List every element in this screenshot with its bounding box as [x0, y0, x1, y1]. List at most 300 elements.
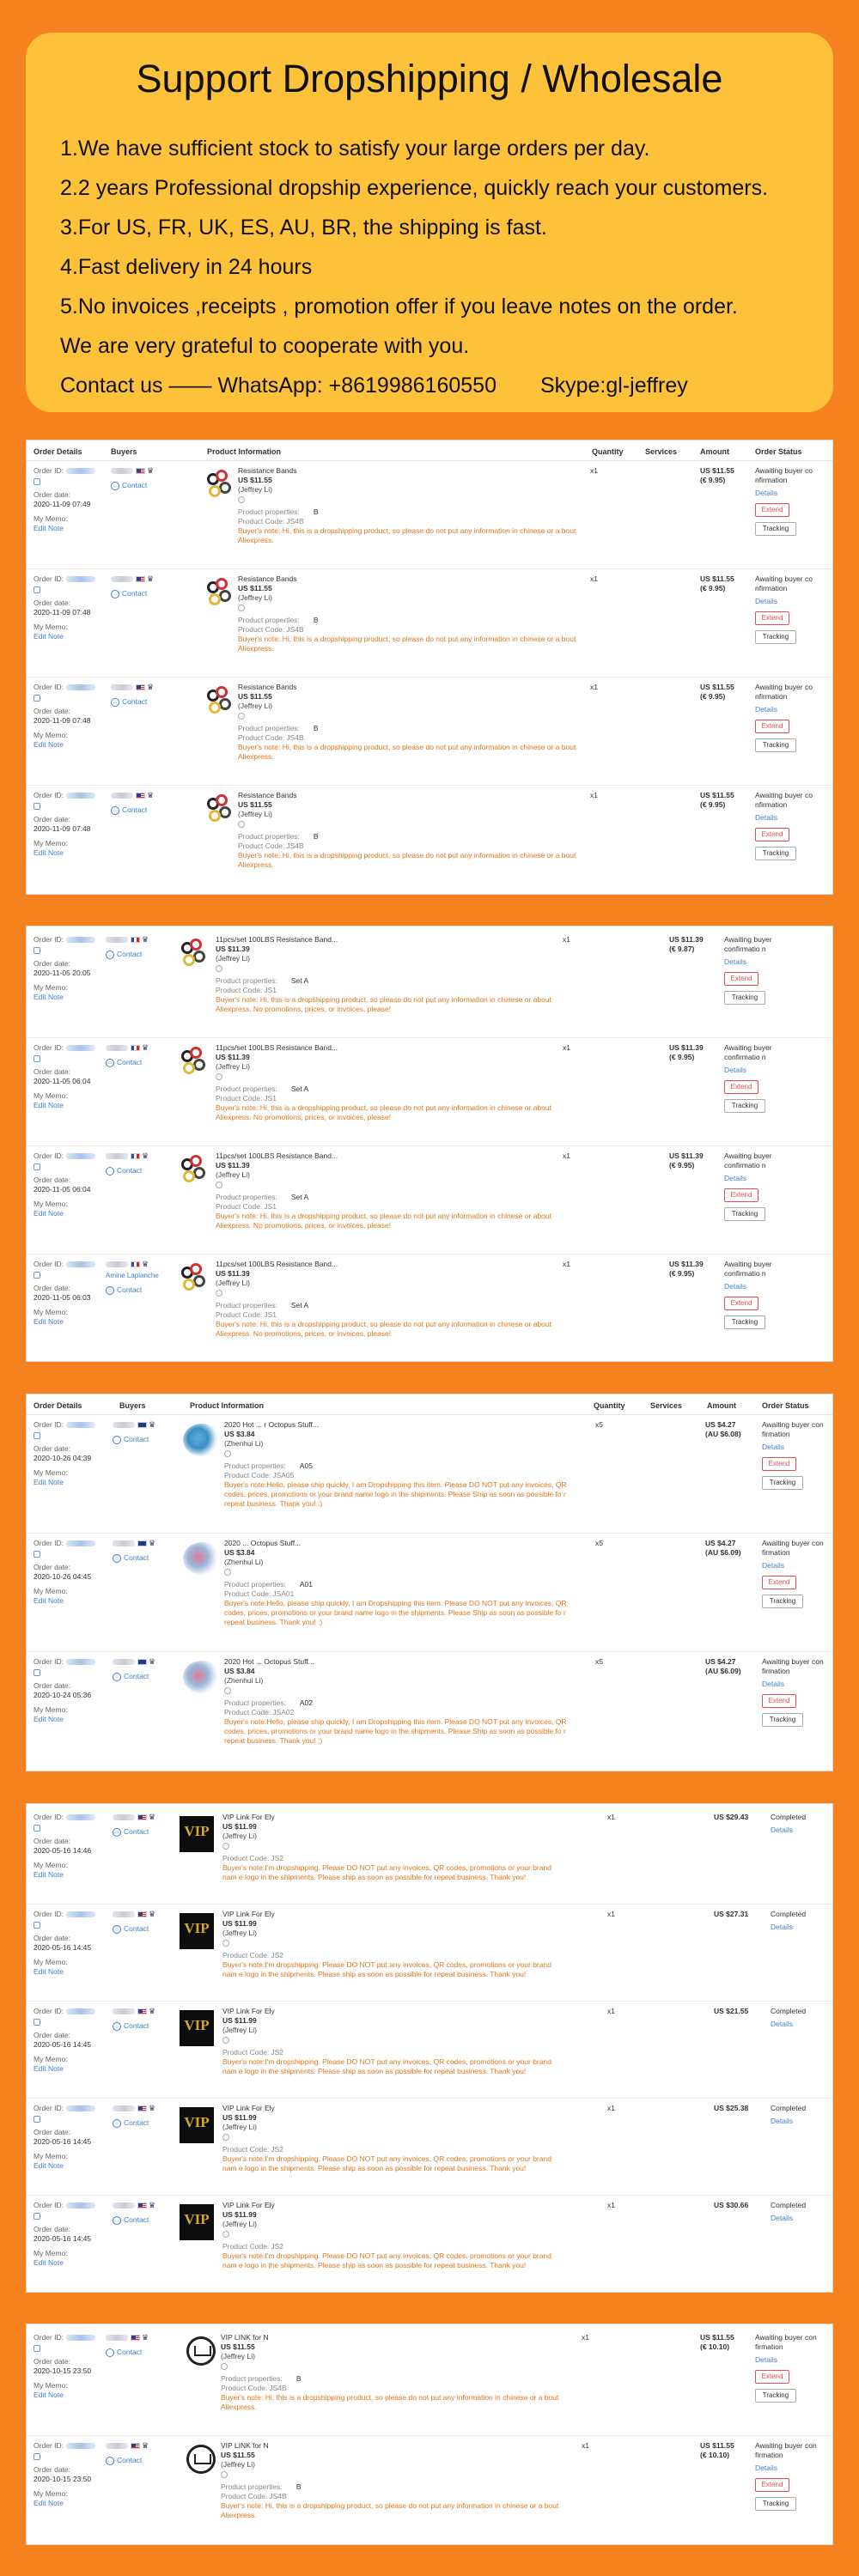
select-checkbox[interactable] — [34, 2116, 40, 2123]
edit-note-link[interactable]: Edit Note — [34, 2258, 64, 2267]
order-id-value[interactable] — [66, 1911, 95, 1917]
product-thumbnail[interactable] — [207, 686, 241, 720]
brand-logo-image — [186, 2445, 216, 2474]
tracking-button[interactable]: Tracking — [755, 630, 796, 644]
extend-button[interactable]: Extend — [755, 2478, 789, 2492]
tracking-button[interactable]: Tracking — [762, 1713, 803, 1727]
product-code — [222, 2145, 566, 2154]
buyer-note: Buyer's note:I'm dropshipping. Please DO NOT put any invoices, QR codes, promotions or your brand nam e logo in the shipments. Please ship as soon as possible for repeat business. Thank you! — [222, 2057, 551, 2075]
memo-label: My Memo: — [34, 1200, 68, 1208]
status-cell — [755, 2333, 824, 2403]
banner-title: Support Dropshipping / Wholesale — [136, 57, 723, 100]
buyer-note: Buyer's note:I'm dropshipping. Please DO NOT put any invoices, QR codes, promotions or your brand nam e logo in the shipments. Please ship as soon as possible for repeat business. Thank you! — [222, 2154, 551, 2172]
select-checkbox[interactable] — [34, 947, 40, 954]
country-flag-icon — [131, 1153, 140, 1159]
details-link[interactable]: Details — [762, 1443, 784, 1451]
resistance-band-image — [181, 939, 210, 968]
product-price: US $3.84 — [224, 1667, 255, 1675]
product-price: US $11.39 — [216, 1053, 250, 1061]
order-id-line — [34, 683, 102, 692]
details-link[interactable]: Details — [771, 1923, 793, 1931]
whatsapp-contact: Contact us —— WhatsApp: +8619986160550 — [60, 374, 497, 398]
order-row — [27, 569, 832, 677]
order-id-value[interactable] — [66, 937, 95, 943]
chat-icon: … — [114, 1674, 119, 1680]
product-thumbnail[interactable] — [183, 1424, 217, 1458]
contact-link[interactable] — [113, 1827, 190, 1837]
details-link[interactable]: Details — [755, 813, 777, 822]
product-info-cell — [222, 1910, 566, 1979]
product-name-link[interactable]: VIP Link For Ely — [222, 2007, 275, 2015]
crown-icon: ♛ — [147, 466, 155, 476]
contact-link[interactable] — [113, 1553, 190, 1563]
product-name-link[interactable]: 11pcs/set 100LBS Resistance Band... — [216, 1151, 338, 1160]
order-details-cell — [34, 1260, 102, 1327]
chat-icon: … — [114, 1556, 119, 1561]
order-id-value[interactable] — [66, 1153, 95, 1159]
order-details-cell — [34, 1151, 102, 1218]
details-link[interactable]: Details — [771, 1826, 793, 1834]
header-amount: Amount — [700, 447, 729, 456]
product-thumbnail[interactable] — [181, 1155, 216, 1189]
edit-note-link[interactable]: Edit Note — [34, 1715, 64, 1723]
order-id-label: Order ID: — [34, 791, 64, 799]
order-id-line — [34, 1813, 102, 1822]
order-date: 2020-05-16 14:45 — [34, 2040, 92, 2049]
order-id-value[interactable] — [66, 1045, 95, 1051]
buyer-cell — [106, 1151, 183, 1176]
select-checkbox[interactable] — [34, 2019, 40, 2026]
product-price: US $11.99 — [222, 2113, 257, 2122]
order-id-value[interactable] — [66, 2443, 95, 2449]
product-thumbnail[interactable] — [180, 2107, 214, 2142]
select-checkbox[interactable] — [34, 1922, 40, 1929]
edit-note-link[interactable]: Edit Note — [34, 848, 64, 857]
order-date-label: Order date: — [34, 2225, 70, 2233]
edit-note-link[interactable]: Edit Note — [34, 1478, 64, 1486]
edit-note-link[interactable]: Edit Note — [34, 1967, 64, 1976]
order-date-label: Order date: — [34, 1837, 70, 1845]
product-name-link[interactable]: 11pcs/set 100LBS Resistance Band... — [216, 1043, 338, 1052]
select-checkbox[interactable] — [34, 803, 40, 810]
extend-button[interactable]: Extend — [755, 503, 789, 517]
product-name-link[interactable]: 11pcs/set 100LBS Resistance Band... — [216, 1260, 338, 1268]
product-name-link[interactable]: 2020 ... Octopus Stuff... — [224, 1539, 302, 1547]
tracking-button[interactable]: Tracking — [755, 847, 796, 860]
resistance-band-image — [207, 470, 236, 499]
product-name-link[interactable]: VIP LINK for N — [221, 2333, 269, 2342]
tracking-button[interactable]: Tracking — [755, 522, 796, 536]
order-row — [27, 2436, 832, 2544]
product-thumbnail[interactable] — [207, 470, 241, 504]
product-thumbnail[interactable] — [183, 1661, 217, 1695]
contact-link[interactable] — [111, 805, 188, 815]
product-price: US $11.55 — [238, 800, 272, 809]
order-id-value[interactable] — [66, 1659, 95, 1665]
product-info-cell — [224, 1539, 568, 1627]
product-code-label: Product Code: — [222, 2145, 270, 2154]
product-code-label: Product Code: — [222, 1951, 270, 1959]
details-link[interactable]: Details — [724, 957, 746, 966]
tracking-button[interactable]: Tracking — [724, 1207, 765, 1221]
select-checkbox[interactable] — [34, 1055, 40, 1062]
details-link[interactable]: Details — [762, 1680, 784, 1688]
contact-label: Contact — [124, 1435, 149, 1444]
product-thumbnail[interactable] — [180, 1816, 214, 1850]
edit-note-link[interactable]: Edit Note — [34, 2499, 64, 2507]
chat-icon: … — [107, 2350, 113, 2355]
select-checkbox[interactable] — [34, 1669, 40, 1676]
extend-button[interactable]: Extend — [762, 1694, 796, 1708]
buyer-name-blurred — [111, 684, 133, 690]
tracking-button[interactable]: Tracking — [762, 1595, 803, 1608]
memo-label: My Memo: — [34, 839, 68, 848]
buyer-note: Buyer's note: Hi, this is a dropshipping product, so please do not put any information in chinese or a bout Aliexpress. — [238, 526, 576, 544]
select-checkbox[interactable] — [34, 1272, 40, 1279]
quantity: x1 — [563, 1151, 570, 1160]
contact-label: Contact — [124, 1672, 149, 1681]
edit-note-link[interactable]: Edit Note — [34, 993, 64, 1001]
product-name-link[interactable]: VIP Link For Ely — [222, 1813, 275, 1821]
amount-cell — [700, 466, 752, 485]
product-thumbnail[interactable] — [186, 2336, 221, 2371]
quantity: x1 — [590, 574, 598, 583]
order-date-label: Order date: — [34, 707, 70, 715]
buyer-cell — [113, 2104, 190, 2128]
country-flag-icon — [136, 684, 145, 690]
order-id-line — [34, 1151, 102, 1161]
buyer-name-blurred — [106, 937, 128, 943]
details-link[interactable]: Details — [724, 1174, 746, 1182]
seller-name: (Jeffrey Li) — [238, 485, 272, 494]
contact-link[interactable] — [106, 2348, 183, 2357]
details-link[interactable]: Details — [724, 1066, 746, 1074]
product-name-link[interactable]: 11pcs/set 100LBS Resistance Band... — [216, 935, 338, 944]
buyer-cell — [106, 1260, 183, 1295]
order-row — [27, 1038, 832, 1146]
edit-note-link[interactable]: Edit Note — [34, 1209, 64, 1218]
product-name-link[interactable]: Resistance Bands — [238, 683, 297, 691]
details-link[interactable]: Details — [755, 489, 777, 497]
amount-usd: US $11.39 — [669, 1260, 704, 1268]
edit-note-link[interactable]: Edit Note — [34, 1101, 64, 1109]
properties-value: B — [313, 724, 319, 732]
status-cell — [771, 2007, 839, 2029]
order-id-value[interactable] — [66, 684, 95, 690]
amount-local: (AU $6.09) — [705, 1667, 741, 1675]
product-thumbnail[interactable] — [180, 1913, 214, 1947]
contact-link[interactable] — [106, 950, 183, 959]
extend-button[interactable]: Extend — [755, 611, 789, 625]
contact-link[interactable] — [113, 2118, 190, 2128]
contact-link[interactable] — [106, 1285, 183, 1295]
header-order-status: Order Status — [755, 447, 802, 456]
smiley-icon — [224, 1687, 231, 1694]
order-date-label: Order date: — [34, 1284, 70, 1292]
extend-button[interactable]: Extend — [755, 2370, 789, 2384]
order-id-value[interactable] — [66, 576, 95, 582]
product-code-value: JS1 — [264, 1310, 277, 1319]
product-thumbnail[interactable] — [183, 1542, 217, 1577]
order-id-value[interactable] — [66, 2008, 95, 2014]
order-status: Completed — [771, 1910, 807, 1918]
product-price: US $11.99 — [222, 2210, 257, 2219]
details-link[interactable]: Details — [771, 2020, 793, 2028]
order-details-cell — [34, 1910, 102, 1977]
order-date-label: Order date: — [34, 959, 70, 968]
details-link[interactable]: Details — [755, 597, 777, 605]
table-header — [27, 1394, 832, 1415]
buyer-cell — [113, 1910, 190, 1934]
quantity: x1 — [563, 1043, 570, 1052]
contact-link[interactable] — [113, 2021, 190, 2031]
country-flag-icon — [137, 2008, 147, 2014]
amount-usd: US $11.39 — [669, 1043, 704, 1052]
order-id-value[interactable] — [66, 1814, 95, 1820]
resistance-band-image — [181, 1263, 210, 1292]
contact-link[interactable] — [106, 1166, 183, 1176]
select-checkbox[interactable] — [34, 2453, 40, 2460]
crown-icon: ♛ — [149, 2007, 156, 2016]
amount-usd: US $11.55 — [700, 574, 734, 583]
order-row — [27, 2328, 832, 2436]
product-code-label: Product Code: — [216, 1202, 263, 1211]
orders-panel — [26, 1394, 833, 1771]
status-cell — [755, 466, 824, 536]
contact-link[interactable] — [113, 2215, 190, 2225]
extend-button[interactable]: Extend — [724, 1080, 758, 1094]
details-link[interactable]: Details — [755, 2355, 777, 2364]
seller-name: (Zhenhui Li) — [224, 1439, 264, 1448]
quantity: x5 — [595, 1539, 603, 1547]
select-checkbox[interactable] — [34, 586, 40, 593]
product-price: US $11.55 — [238, 476, 272, 484]
extend-button[interactable]: Extend — [724, 972, 758, 986]
product-code-label: Product Code: — [238, 841, 285, 850]
status-cell — [762, 1420, 831, 1490]
country-flag-icon — [131, 1045, 140, 1051]
select-checkbox[interactable] — [34, 1551, 40, 1558]
buyer-note: Buyer's note:I'm dropshipping. Please DO NOT put any invoices, QR codes, promotions or your brand nam e logo in the shipments. Please ship as soon as possible for repeat business. Thank you! — [222, 1863, 551, 1881]
details-link[interactable]: Details — [755, 2464, 777, 2472]
seller-name: (Jeffrey Li) — [216, 1170, 250, 1179]
product-price: US $11.39 — [216, 945, 250, 953]
details-link[interactable]: Details — [762, 1561, 784, 1570]
memo-label: My Memo: — [34, 623, 68, 631]
extend-button[interactable]: Extend — [762, 1576, 796, 1589]
contact-link[interactable] — [111, 589, 188, 598]
order-id-value[interactable] — [66, 468, 95, 474]
order-id-value[interactable] — [66, 793, 95, 799]
tracking-button[interactable]: Tracking — [724, 991, 765, 1005]
product-thumbnail[interactable] — [186, 2445, 221, 2479]
properties-label: Product properties: — [224, 1698, 286, 1707]
edit-note-link[interactable]: Edit Note — [34, 1870, 64, 1879]
edit-note-link[interactable]: Edit Note — [34, 1317, 64, 1326]
chat-icon: … — [107, 1060, 113, 1066]
edit-note-link[interactable]: Edit Note — [34, 2161, 64, 2170]
amount-usd: US $30.66 — [714, 2201, 749, 2209]
extend-button[interactable]: Extend — [762, 1457, 796, 1471]
amount-cell — [700, 2333, 752, 2352]
product-thumbnail[interactable] — [181, 939, 216, 973]
product-name-link[interactable]: Resistance Bands — [238, 791, 297, 799]
edit-note-link[interactable]: Edit Note — [34, 2391, 64, 2399]
details-link[interactable]: Details — [724, 1282, 746, 1291]
edit-note-link[interactable]: Edit Note — [34, 1596, 64, 1605]
product-thumbnail[interactable] — [207, 578, 241, 612]
crown-icon: ♛ — [142, 935, 149, 945]
buyer-line — [113, 1420, 190, 1430]
country-flag-icon — [137, 2202, 147, 2208]
details-link[interactable]: Details — [771, 2117, 793, 2125]
properties-value: A01 — [299, 1580, 313, 1589]
order-date: 2020-11-05 20:05 — [34, 969, 91, 977]
edit-note-link[interactable]: Edit Note — [34, 2064, 64, 2073]
properties-value: Set A — [290, 976, 309, 985]
tracking-button[interactable]: Tracking — [755, 2497, 796, 2511]
select-checkbox[interactable] — [34, 2213, 40, 2220]
order-id-value[interactable] — [66, 1422, 95, 1428]
header-buyers: Buyers — [119, 1401, 146, 1410]
product-code-value: JS1 — [264, 986, 277, 994]
product-name-link[interactable]: VIP Link For Ely — [222, 1910, 275, 1918]
buyer-note: Buyer's note: Hi, this is a dropshipping product, so please do not put any information in chinese or about Aliexpress. No promotions, prices, or invoices, please! — [216, 1103, 551, 1121]
order-date-label: Order date: — [34, 1176, 70, 1184]
contact-link[interactable] — [113, 1435, 190, 1444]
extend-button[interactable]: Extend — [755, 828, 789, 841]
contact-link[interactable] — [111, 481, 188, 490]
table-header — [27, 440, 832, 461]
buyer-name[interactable]: Amine Laplanche — [106, 1272, 159, 1280]
country-flag-icon — [137, 1659, 147, 1665]
order-id-line — [34, 1657, 102, 1667]
product-thumbnail[interactable] — [180, 2010, 214, 2044]
order-row — [27, 2196, 832, 2293]
product-code-value: JSA02 — [272, 1708, 295, 1716]
buyer-line — [106, 1151, 183, 1161]
quantity: x1 — [563, 1260, 570, 1268]
buyer-line — [111, 574, 188, 584]
amount-cell — [700, 683, 752, 702]
buyer-note: Buyer's note: Hi, this is a dropshipping product, so please do not put any information in chinese or about Aliexpress. No promotions, prices, or invoices, please! — [216, 995, 551, 1013]
product-code-label: Product Code: — [222, 1854, 270, 1862]
order-status: Completed — [771, 2201, 807, 2209]
extend-button[interactable]: Extend — [724, 1188, 758, 1202]
seller-name: (Zhenhui Li) — [224, 1558, 264, 1566]
tracking-button[interactable]: Tracking — [755, 2389, 796, 2403]
buyer-cell — [111, 466, 188, 490]
contact-link[interactable] — [106, 1058, 183, 1067]
contact-link[interactable] — [113, 1672, 190, 1681]
product-properties — [238, 616, 582, 625]
order-id-label: Order ID: — [34, 1420, 64, 1429]
product-name-link[interactable]: VIP Link For Ely — [222, 2104, 275, 2112]
select-checkbox[interactable] — [34, 1432, 40, 1439]
buyer-cell — [111, 683, 188, 707]
product-code-label: Product Code: — [221, 2492, 268, 2500]
buyer-line — [113, 1813, 190, 1822]
order-date: 2020-10-15 23:50 — [34, 2475, 92, 2483]
select-checkbox[interactable] — [34, 695, 40, 702]
properties-label: Product properties: — [238, 832, 300, 841]
select-checkbox[interactable] — [34, 478, 40, 485]
order-row — [27, 786, 832, 894]
select-checkbox[interactable] — [34, 1825, 40, 1832]
select-checkbox[interactable] — [34, 2345, 40, 2352]
product-thumbnail[interactable] — [207, 794, 241, 829]
amount-usd: US $11.39 — [669, 1151, 704, 1160]
edit-note-link[interactable]: Edit Note — [34, 740, 64, 749]
order-id-label: Order ID: — [34, 1657, 64, 1666]
product-name-link[interactable]: Resistance Bands — [238, 574, 297, 583]
properties-label: Product properties: — [238, 616, 300, 624]
edit-note-link[interactable]: Edit Note — [34, 524, 64, 532]
product-info-cell — [222, 2007, 566, 2076]
header-order-status: Order Status — [762, 1401, 809, 1410]
seller-name: (Jeffrey Li) — [216, 1062, 250, 1071]
order-status: Awaiting buyer confirmatio n — [724, 935, 772, 953]
product-thumbnail[interactable] — [180, 2204, 214, 2239]
product-code — [238, 841, 582, 851]
buyer-name-blurred — [113, 2008, 135, 2014]
product-name-link[interactable]: VIP LINK for N — [221, 2441, 269, 2450]
properties-label: Product properties: — [216, 1301, 277, 1309]
contact-link[interactable] — [111, 697, 188, 707]
crown-icon: ♛ — [142, 1043, 149, 1053]
product-name-link[interactable]: 2020 Hot ... r Octopus Stuff... — [224, 1420, 319, 1429]
product-name-link[interactable]: VIP Link For Ely — [222, 2201, 275, 2209]
product-code-label: Product Code: — [224, 1471, 271, 1479]
order-status: Completed — [771, 1813, 807, 1821]
details-link[interactable]: Details — [771, 2214, 793, 2222]
tracking-button[interactable]: Tracking — [762, 1476, 803, 1490]
product-thumbnail[interactable] — [181, 1263, 216, 1297]
octopus-plush-image — [183, 1424, 221, 1456]
amount-cell — [714, 2104, 765, 2113]
select-checkbox[interactable] — [34, 1163, 40, 1170]
order-id-line — [34, 2441, 102, 2451]
extend-button[interactable]: Extend — [724, 1297, 758, 1310]
product-name-link[interactable]: Resistance Bands — [238, 466, 297, 475]
order-id-line — [34, 935, 102, 945]
order-id-value[interactable] — [66, 2335, 95, 2341]
tracking-button[interactable]: Tracking — [755, 738, 796, 752]
order-id-value[interactable] — [66, 2202, 95, 2208]
product-price: US $11.55 — [238, 692, 272, 701]
tracking-button[interactable]: Tracking — [724, 1315, 765, 1329]
product-thumbnail[interactable] — [181, 1047, 216, 1081]
country-flag-icon — [136, 576, 145, 582]
details-link[interactable]: Details — [755, 705, 777, 714]
order-date-label: Order date: — [34, 2031, 70, 2039]
contact-link[interactable] — [113, 1924, 190, 1934]
smiley-icon — [224, 1450, 231, 1457]
product-name-link[interactable]: 2020 Hot ... Octopus Stuff... — [224, 1657, 314, 1666]
order-id-value[interactable] — [66, 2105, 95, 2111]
buyer-line — [106, 2333, 183, 2342]
smiley-icon — [221, 2363, 228, 2370]
extend-button[interactable]: Extend — [755, 720, 789, 733]
buyer-note: Buyer's note: Hi, this is a dropshipping product, so please do not put any information in chinese or a bout Aliexpress. — [238, 743, 576, 761]
country-flag-icon — [137, 1814, 147, 1820]
contact-link[interactable] — [106, 2456, 183, 2465]
order-id-value[interactable] — [66, 1261, 95, 1267]
status-cell — [755, 683, 824, 752]
order-id-value[interactable] — [66, 1540, 95, 1546]
tracking-button[interactable]: Tracking — [724, 1099, 765, 1113]
edit-note-link[interactable]: Edit Note — [34, 632, 64, 641]
